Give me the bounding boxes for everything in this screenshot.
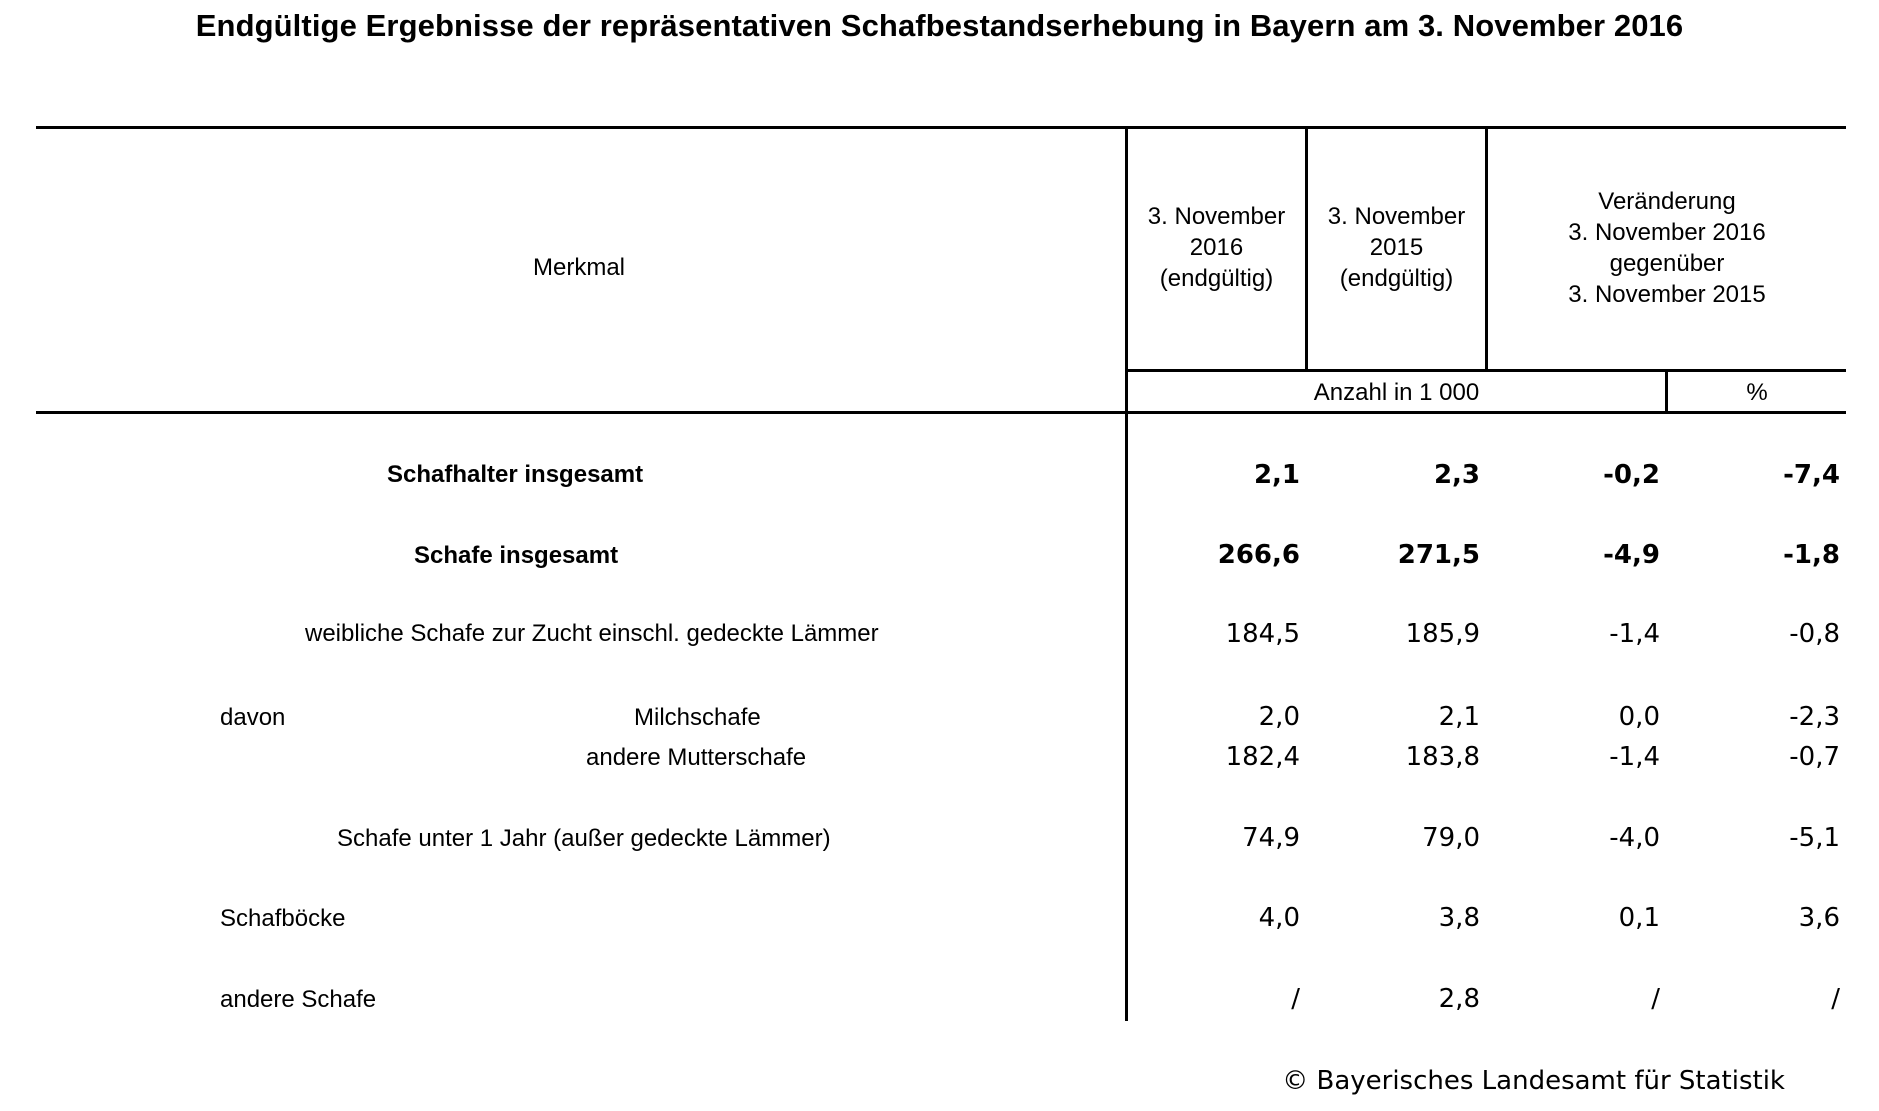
row-label-schafe-unter-1-jahr: Schafe unter 1 Jahr (außer gedeckte Lämmer) — [337, 825, 831, 852]
header-col-2016 — [1128, 201, 1305, 294]
header-col-2015-line1: 3. November — [1327, 203, 1466, 230]
row-andere-mutterschafe-2016: 182,4 — [1225, 742, 1300, 772]
row-schafe-unter-1-jahr-2015: 79,0 — [1422, 823, 1480, 853]
row-schafhalter-2015: 2,3 — [1433, 460, 1480, 490]
row-schafe-insgesamt-pct: -1,8 — [1783, 540, 1840, 570]
row-andere-schafe-diff: / — [1651, 984, 1660, 1014]
header-col-change — [1488, 186, 1846, 310]
row-weibliche-schafe-pct: -0,8 — [1789, 619, 1840, 649]
row-schafe-unter-1-jahr-diff: -4,0 — [1609, 823, 1660, 853]
row-schafboecke-diff: 0,1 — [1618, 903, 1660, 933]
row-andere-mutterschafe-pct: -0,7 — [1789, 742, 1840, 772]
row-milchschafe-2016: 2,0 — [1258, 702, 1300, 732]
row-prefix-davon: davon — [220, 704, 286, 731]
row-label-schafboecke: Schafböcke — [220, 905, 346, 932]
row-schafe-insgesamt-diff: -4,9 — [1603, 540, 1660, 570]
row-schafe-unter-1-jahr-pct: -5,1 — [1789, 823, 1840, 853]
row-andere-schafe-2016: / — [1291, 984, 1300, 1014]
row-schafhalter-pct: -7,4 — [1783, 460, 1840, 490]
row-schafe-unter-1-jahr-2016: 74,9 — [1242, 823, 1300, 853]
header-col-2015-line2: 2015 — [1369, 234, 1424, 261]
header-col-2016-line2: 2016 — [1189, 234, 1244, 261]
header-col-2016-line1: 3. November — [1147, 203, 1286, 230]
row-schafhalter-2016: 2,1 — [1253, 460, 1300, 490]
header-col-change-line1: Veränderung — [1598, 188, 1736, 215]
row-schafe-insgesamt-2016: 266,6 — [1217, 540, 1300, 570]
header-unit-count: Anzahl in 1 000 — [1313, 379, 1480, 406]
row-andere-mutterschafe-diff: -1,4 — [1609, 742, 1660, 772]
copyright-notice: © Bayerisches Landesamt für Statistik — [1282, 1066, 1785, 1096]
header-merkmal: Merkmal — [533, 254, 626, 281]
header-col-2015-line3: (endgültig) — [1339, 265, 1454, 292]
row-label-schafhalter: Schafhalter insgesamt — [387, 461, 644, 488]
header-col-change-line4: 3. November 2015 — [1568, 281, 1766, 308]
row-label-andere-schafe: andere Schafe — [220, 986, 377, 1013]
row-schafhalter-diff: -0,2 — [1603, 460, 1660, 490]
row-milchschafe-2015: 2,1 — [1438, 702, 1480, 732]
row-schafboecke-pct: 3,6 — [1798, 903, 1840, 933]
header-bottom-rule — [36, 411, 1846, 414]
row-label-weibliche-schafe: weibliche Schafe zur Zucht einschl. gedeckte Lämmer — [305, 620, 879, 647]
header-col-change-line2: 3. November 2016 — [1568, 219, 1766, 246]
row-milchschafe-diff: 0,0 — [1618, 702, 1660, 732]
table-top-rule — [36, 126, 1846, 129]
row-milchschafe-pct: -2,3 — [1789, 702, 1840, 732]
row-label-milchschafe: Milchschafe — [634, 704, 761, 731]
row-andere-schafe-pct: / — [1831, 984, 1840, 1014]
row-label-andere-mutterschafe: andere Mutterschafe — [586, 744, 807, 771]
row-andere-mutterschafe-2015: 183,8 — [1405, 742, 1480, 772]
page-title: Endgültige Ergebnisse der repräsentativen Schafbestandserhebung in Bayern am 3. November 2016 — [195, 8, 1684, 43]
row-weibliche-schafe-diff: -1,4 — [1609, 619, 1660, 649]
row-weibliche-schafe-2016: 184,5 — [1225, 619, 1300, 649]
row-weibliche-schafe-2015: 185,9 — [1405, 619, 1480, 649]
row-schafboecke-2015: 3,8 — [1438, 903, 1480, 933]
header-col-2016-line3: (endgültig) — [1159, 265, 1274, 292]
row-label-schafe-insgesamt: Schafe insgesamt — [414, 542, 619, 569]
header-col-change-line3: gegenüber — [1609, 250, 1725, 277]
header-col-2015 — [1308, 201, 1485, 294]
row-schafboecke-2016: 4,0 — [1258, 903, 1300, 933]
row-schafe-insgesamt-2015: 271,5 — [1397, 540, 1480, 570]
row-andere-schafe-2015: 2,8 — [1438, 984, 1480, 1014]
header-unit-percent: % — [1746, 379, 1768, 406]
